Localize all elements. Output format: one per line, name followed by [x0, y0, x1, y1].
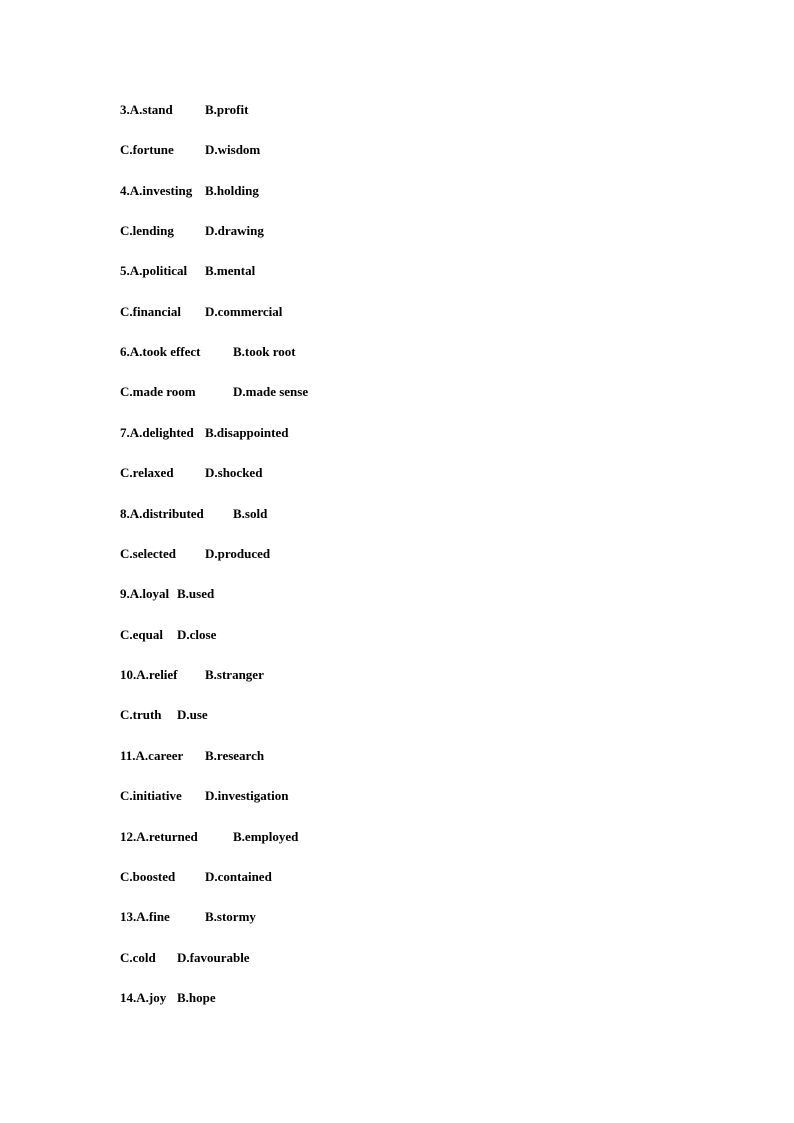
option-11d: D.investigation — [205, 788, 289, 803]
option-3d: D.wisdom — [205, 142, 261, 157]
option-8c: C.selected — [120, 546, 176, 561]
option-12b: B.employed — [233, 829, 299, 844]
option-9d: D.close — [177, 627, 217, 642]
option-4c: C.lending — [120, 223, 174, 238]
option-10d: D.use — [177, 707, 208, 722]
option-6a: 6.A.took effect — [120, 344, 201, 359]
option-10b: B.stranger — [205, 667, 264, 682]
option-7d: D.shocked — [205, 465, 263, 480]
option-5b: B.mental — [205, 263, 256, 278]
option-9a: 9.A.loyal — [120, 586, 170, 601]
option-11a: 11.A.career — [120, 748, 184, 763]
option-12a: 12.A.returned — [120, 829, 198, 844]
option-7b: B.disappointed — [205, 425, 289, 440]
option-8a: 8.A.distributed — [120, 506, 204, 521]
option-13d: D.favourable — [177, 950, 250, 965]
option-7a: 7.A.delighted — [120, 425, 194, 440]
option-3c: C.fortune — [120, 142, 174, 157]
option-4a: 4.A.investing — [120, 183, 193, 198]
option-5d: D.commercial — [205, 304, 283, 319]
option-10a: 10.A.relief — [120, 667, 178, 682]
option-12d: D.contained — [205, 869, 272, 884]
option-10c: C.truth — [120, 707, 162, 722]
option-5c: C.financial — [120, 304, 182, 319]
option-9b: B.used — [177, 586, 215, 601]
option-9c: C.equal — [120, 627, 163, 642]
option-14b: B.hope — [177, 990, 216, 1005]
option-5a: 5.A.political — [120, 263, 188, 278]
option-11c: C.initiative — [120, 788, 182, 803]
option-6d: D.made sense — [233, 384, 309, 399]
option-11b: B.research — [205, 748, 265, 763]
option-3a: 3.A.stand — [120, 102, 173, 117]
option-7c: C.relaxed — [120, 465, 174, 480]
option-4b: B.holding — [205, 183, 259, 198]
option-3b: B.profit — [205, 102, 249, 117]
option-14a: 14.A.joy — [120, 990, 167, 1005]
option-6c: C.made room — [120, 384, 196, 399]
option-6b: B.took root — [233, 344, 296, 359]
option-12c: C.boosted — [120, 869, 176, 884]
option-8b: B.sold — [233, 506, 268, 521]
option-4d: D.drawing — [205, 223, 264, 238]
option-13b: B.stormy — [205, 909, 256, 924]
option-13a: 13.A.fine — [120, 909, 170, 924]
option-8d: D.produced — [205, 546, 271, 561]
option-13c: C.cold — [120, 950, 156, 965]
